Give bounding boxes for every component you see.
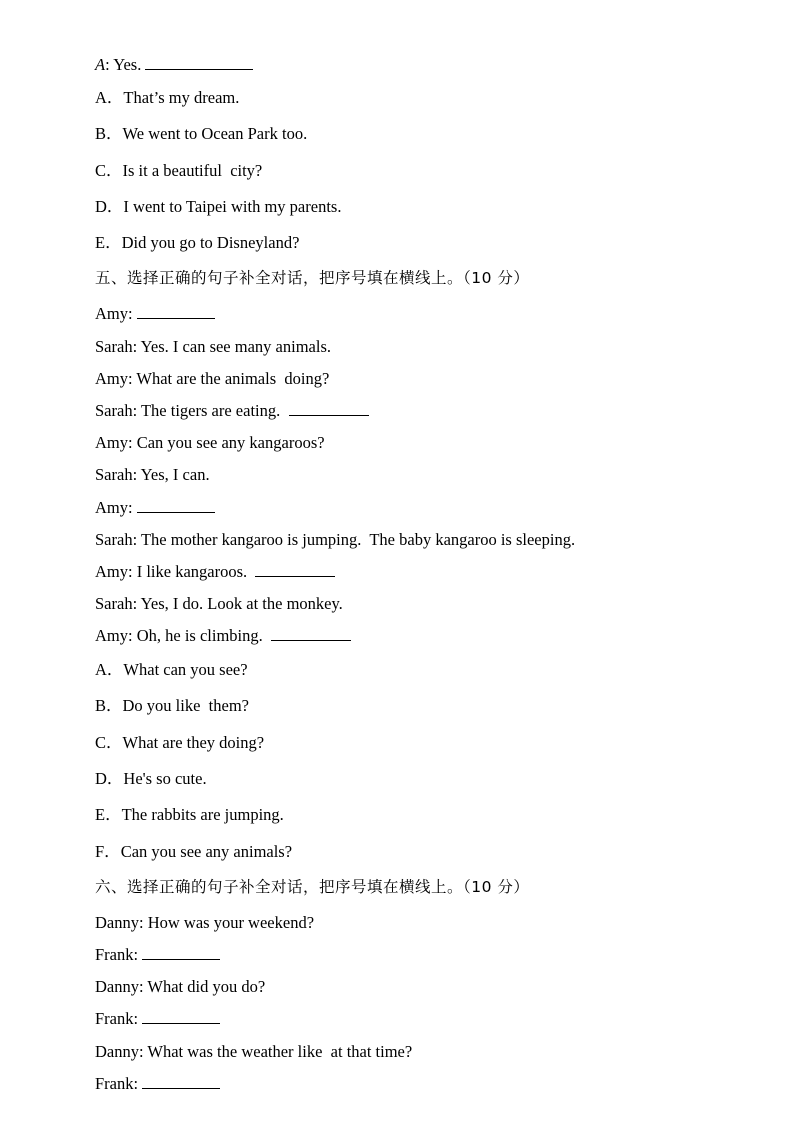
answer-blank[interactable] bbox=[255, 562, 335, 577]
dialogue-line: Danny: How was your weekend? bbox=[95, 913, 315, 932]
option-item bbox=[95, 161, 262, 181]
dialogue-text: Frank: bbox=[95, 945, 143, 964]
dialogue-line: Sarah: Yes, I do. Look at the monkey. bbox=[95, 594, 343, 613]
section-heading: 五、选择正确的句子补全对话，把序号填在横线上。（10 分） bbox=[95, 269, 530, 287]
option-letter: C． bbox=[95, 161, 123, 180]
dialogue-line: Amy: Can you see any kangaroos? bbox=[95, 433, 325, 452]
answer-blank[interactable] bbox=[289, 401, 369, 416]
dialogue-text: Frank: bbox=[95, 1074, 143, 1093]
dialogue-line: Danny: What was the weather like at that time? bbox=[95, 1042, 413, 1061]
dialogue-text: Sarah: The tigers are eating. bbox=[95, 401, 289, 420]
option-text: Is it a beautiful city? bbox=[122, 161, 263, 180]
option-letter: A． bbox=[95, 88, 124, 107]
answer-blank[interactable] bbox=[137, 498, 215, 513]
option-item bbox=[95, 197, 341, 217]
option-item bbox=[95, 660, 248, 680]
dialogue-line: Amy: What are the animals doing? bbox=[95, 369, 330, 388]
option-letter: E． bbox=[95, 233, 122, 252]
option-letter: A． bbox=[95, 660, 124, 679]
option-text: That’s my dream. bbox=[123, 88, 240, 107]
option-text: The rabbits are jumping. bbox=[121, 805, 284, 824]
dialogue-line: Sarah: The mother kangaroo is jumping. The baby kangaroo is sleeping. bbox=[95, 530, 576, 549]
option-letter: E． bbox=[95, 805, 122, 824]
option-text: What are they doing? bbox=[122, 733, 265, 752]
answer-blank[interactable] bbox=[142, 1009, 220, 1024]
dialogue-line bbox=[95, 626, 351, 646]
option-letter: C． bbox=[95, 733, 123, 752]
option-text: I went to Taipei with my parents. bbox=[123, 197, 342, 216]
option-text: What can you see? bbox=[123, 660, 248, 679]
dialogue-text: Frank: bbox=[95, 1009, 143, 1028]
dialogue-line bbox=[95, 562, 335, 582]
dialogue-line bbox=[95, 1009, 220, 1029]
dialogue-text: Amy: bbox=[95, 304, 137, 323]
dialogue-line bbox=[95, 945, 220, 965]
option-letter: D． bbox=[95, 197, 124, 216]
section-heading: 六、选择正确的句子补全对话，把序号填在横线上。（10 分） bbox=[95, 878, 530, 896]
option-item bbox=[95, 769, 207, 789]
option-letter: B． bbox=[95, 124, 123, 143]
answer-blank[interactable] bbox=[137, 304, 215, 319]
speaker-label: A bbox=[95, 55, 106, 74]
option-text: He's so cute. bbox=[123, 769, 207, 788]
dialogue-line bbox=[95, 498, 215, 518]
dialogue-text: Amy: bbox=[95, 498, 137, 517]
option-item bbox=[95, 842, 292, 862]
dialogue-line bbox=[95, 1074, 220, 1094]
option-letter: F． bbox=[95, 842, 121, 861]
dialogue-line: Danny: What did you do? bbox=[95, 977, 266, 996]
option-text: Did you go to Disneyland? bbox=[121, 233, 300, 252]
option-text: Do you like them? bbox=[122, 696, 249, 715]
option-item bbox=[95, 696, 249, 716]
dialogue-line: Sarah: Yes, I can. bbox=[95, 465, 210, 484]
option-item bbox=[95, 805, 284, 825]
option-letter: B． bbox=[95, 696, 123, 715]
dialogue-text: : Yes. bbox=[105, 55, 146, 74]
option-item bbox=[95, 233, 299, 253]
dialogue-line: Sarah: Yes. I can see many animals. bbox=[95, 337, 331, 356]
answer-blank[interactable] bbox=[142, 945, 220, 960]
dialogue-text: Amy: Oh, he is climbing. bbox=[95, 626, 271, 645]
dialogue-text: Amy: I like kangaroos. bbox=[95, 562, 256, 581]
dialogue-line bbox=[95, 55, 253, 75]
answer-blank[interactable] bbox=[145, 55, 253, 70]
answer-blank[interactable] bbox=[271, 626, 351, 641]
option-text: We went to Ocean Park too. bbox=[122, 124, 308, 143]
dialogue-line bbox=[95, 401, 369, 421]
option-item bbox=[95, 88, 239, 108]
option-letter: D． bbox=[95, 769, 124, 788]
answer-blank[interactable] bbox=[142, 1074, 220, 1089]
option-item bbox=[95, 733, 264, 753]
option-item bbox=[95, 124, 307, 144]
option-text: Can you see any animals? bbox=[120, 842, 293, 861]
dialogue-line bbox=[95, 304, 215, 324]
